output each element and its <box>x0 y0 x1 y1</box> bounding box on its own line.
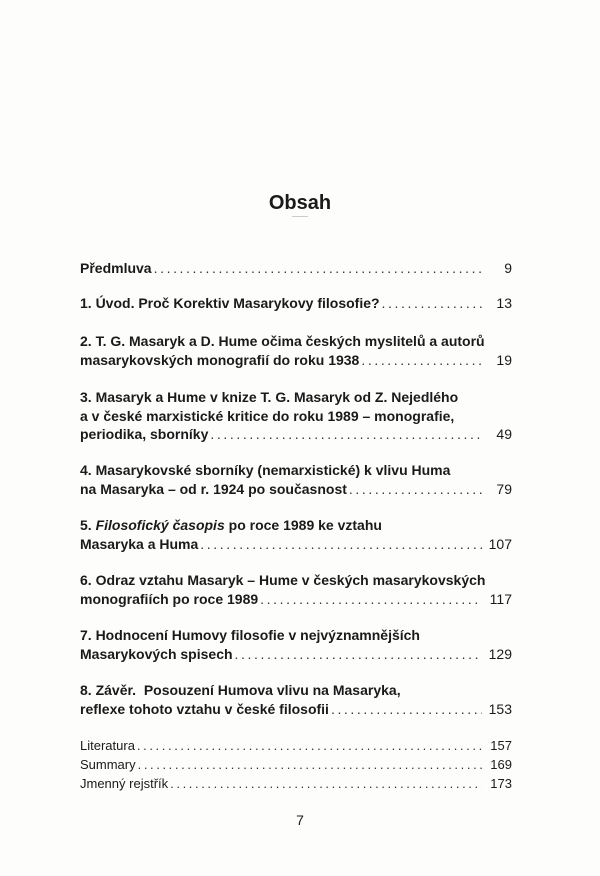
page-ref: 9 <box>504 260 512 276</box>
journal-title: Filosofický časopis <box>95 517 225 533</box>
page-ref: 13 <box>496 295 512 311</box>
page-ref: 19 <box>496 351 512 368</box>
page-ref: 157 <box>490 738 512 753</box>
entry-number: 5. <box>80 517 96 533</box>
entry-title-line: 8. Závěr. Posouzení Humova vlivu na Masaryka, <box>80 682 401 698</box>
entry-title: Předmluva <box>80 260 152 276</box>
page-ref: 129 <box>488 645 512 662</box>
entry-title-line: Masaryka a Huma <box>80 535 199 552</box>
page-number: 7 <box>296 812 304 828</box>
toc-entry-6[interactable] <box>80 571 512 608</box>
toc-entry-3[interactable] <box>80 388 512 444</box>
entry-title-line: 3. Masaryk a Hume v knize T. G. Masaryk od Z. Nejedlého <box>80 389 459 405</box>
entry-title: 1. Úvod. Proč Korektiv Masarykovy filosofie? <box>80 295 380 311</box>
toc-entry-4[interactable] <box>80 461 512 498</box>
toc-entry-literatura[interactable] <box>80 736 512 755</box>
entry-title: Literatura <box>80 738 135 753</box>
toc-entry-1[interactable] <box>80 294 512 313</box>
dot-leader <box>200 535 482 554</box>
toc-entry-2[interactable] <box>80 332 512 369</box>
dot-leader <box>137 736 482 755</box>
dot-leader <box>154 259 482 278</box>
dot-leader <box>235 645 482 664</box>
dot-leader <box>382 294 482 313</box>
entry-title-line: 6. Odraz vztahu Masaryk – Hume v českých masarykovských <box>80 572 486 588</box>
dot-leader <box>349 480 482 499</box>
entry-title-line: monografiích po roce 1989 <box>80 590 259 607</box>
entry-title-line: na Masaryka – od r. 1924 po současnost <box>80 480 347 497</box>
dot-leader <box>361 351 482 370</box>
toc-entry-5[interactable] <box>80 516 512 553</box>
page-ref: 107 <box>488 535 512 552</box>
entry-title-line: a v české marxistické kritice do roku 1989 – monografie, <box>80 407 455 424</box>
toc-entry-predmluva[interactable] <box>80 259 512 278</box>
entry-title-line: reflexe tohoto vztahu v české filosofii <box>80 700 329 717</box>
entry-title-line: masarykovských monografií do roku 1938 <box>80 351 360 368</box>
toc-entry-7[interactable] <box>80 626 512 663</box>
toc-entry-8[interactable] <box>80 681 512 718</box>
page-ref: 173 <box>490 776 512 791</box>
page-ref: 79 <box>496 480 512 497</box>
dot-leader <box>260 590 482 609</box>
entry-title-line: periodika, sborníky <box>80 426 209 442</box>
entry-title-line: 4. Masarykovské sborníky (nemarxistické) k vlivu Huma <box>80 462 451 478</box>
page-ref: 49 <box>496 426 512 442</box>
page-ref: 153 <box>488 700 512 717</box>
dot-leader <box>138 755 482 774</box>
toc-entry-summary[interactable] <box>80 755 512 774</box>
entry-title-line: po roce 1989 ke vztahu <box>224 517 382 533</box>
dot-leader <box>210 425 482 444</box>
dot-leader <box>170 774 482 793</box>
entry-title: Summary <box>80 757 136 772</box>
title-divider <box>292 216 308 217</box>
page-title: Obsah <box>268 192 332 214</box>
page-ref: 117 <box>489 590 512 607</box>
entry-title-line: Masarykových spisech <box>80 645 233 662</box>
dot-leader <box>331 700 482 719</box>
entry-title: Jmenný rejstřík <box>80 776 169 791</box>
toc-entry-rejstrik[interactable] <box>80 774 512 793</box>
entry-title-line: 7. Hodnocení Humovy filosofie v nejvýznamnějších <box>80 627 420 643</box>
entry-title-line: 2. T. G. Masaryk a D. Hume očima českých myslitelů a autorů <box>80 333 485 349</box>
page-ref: 169 <box>490 757 512 772</box>
